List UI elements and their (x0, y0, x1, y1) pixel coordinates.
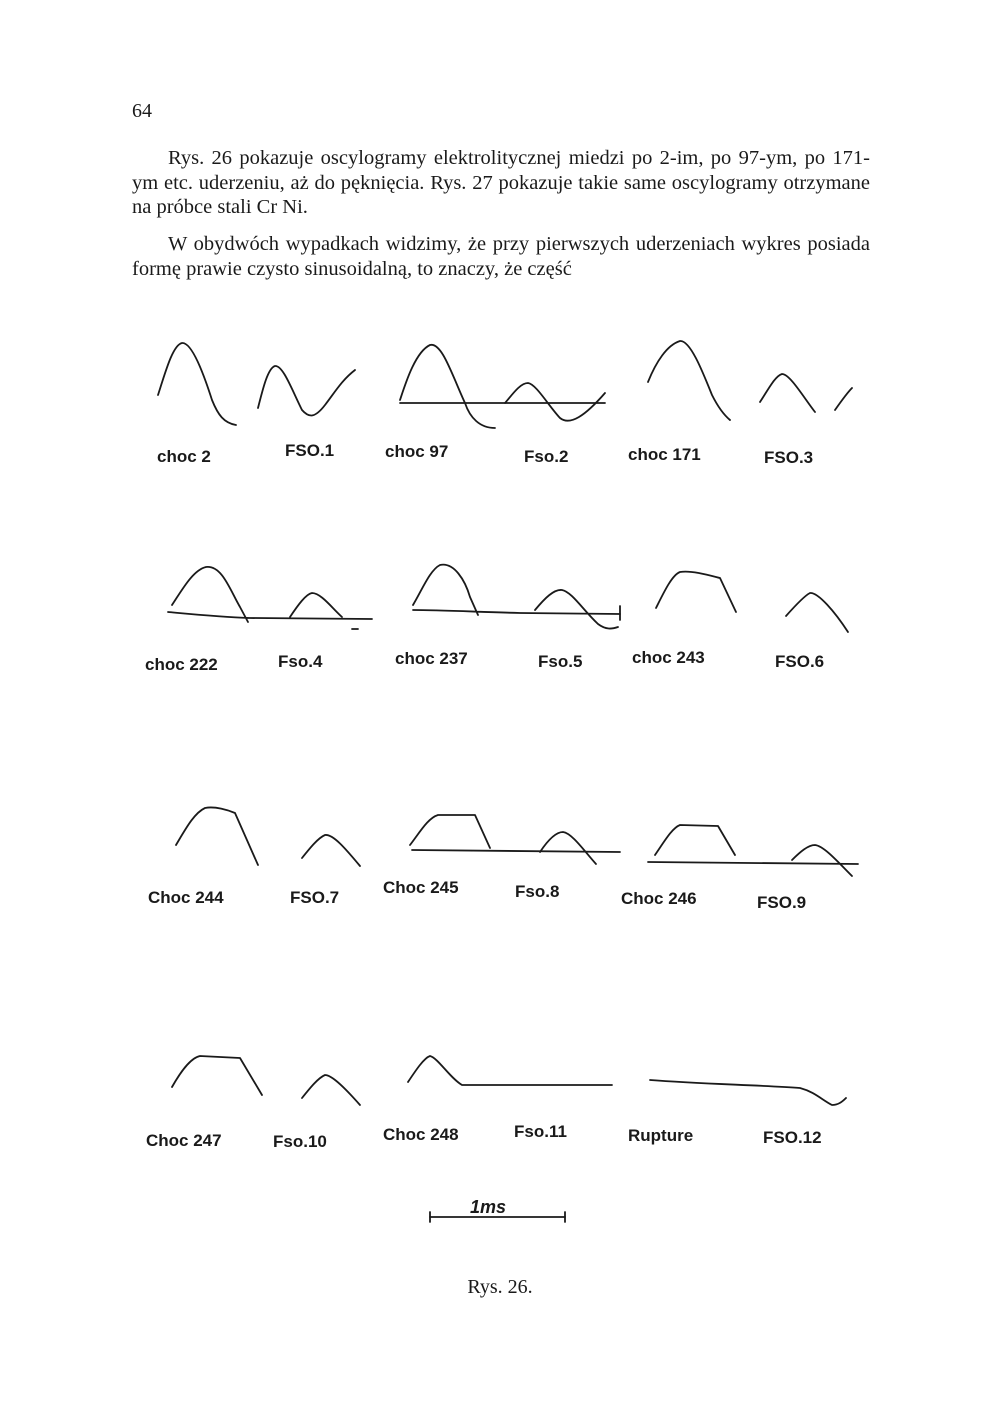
page-number: 64 (132, 100, 152, 122)
label-fso-10: Fso.10 (273, 1132, 327, 1151)
scale-bar-label: 1ms (470, 1197, 507, 1217)
trace-fso-9 (792, 845, 852, 876)
trace-choc-2 (158, 343, 236, 425)
label-choc-97: choc 97 (385, 442, 449, 461)
trace-choc-247 (172, 1056, 262, 1095)
oscillogram-labels (145, 441, 824, 1151)
trace-fso-7 (302, 835, 360, 866)
trace-choc-245 (410, 815, 620, 852)
trace-choc-237 (413, 565, 620, 615)
trace-choc-243 (656, 572, 736, 612)
label-choc-222: choc 222 (145, 655, 218, 674)
trace-fso-10 (302, 1075, 360, 1105)
label-fso-8: Fso.8 (515, 882, 560, 901)
trace-choc-248 (408, 1056, 612, 1085)
trace-fso-2 (505, 383, 605, 421)
trace-fso-1 (258, 366, 355, 416)
trace-fso-6 (786, 593, 848, 632)
trace-choc-171 (648, 341, 730, 420)
oscillogram-row-3 (176, 807, 858, 876)
label-fso-6: FSO.6 (775, 652, 825, 671)
label-choc-245: Choc 245 (383, 878, 459, 897)
label-choc-2: choc 2 (157, 447, 211, 466)
trace-rupture (650, 1080, 846, 1105)
label-rupture: Rupture (628, 1126, 694, 1145)
trace-fso-5 (535, 590, 620, 629)
figure-caption: Rys. 26. (467, 1276, 533, 1298)
scale-bar (430, 1197, 565, 1222)
label-fso-7: FSO.7 (290, 888, 340, 907)
trace-fso-4 (290, 593, 358, 629)
label-fso-1: FSO.1 (285, 441, 335, 460)
label-choc-246: Choc 246 (621, 889, 697, 908)
trace-choc-97 (400, 345, 605, 428)
trace-fso-8 (540, 832, 596, 864)
oscillogram-row-4 (172, 1056, 846, 1105)
paragraph-1: Rys. 26 pokazuje oscylogramy elektrolitycznej miedzi po 2-im, po 97-ym, po 171-ym etc. uderzeniu, aż do pęknięcia. Rys. 27 pokazuje takie same oscylogramy otrzymane na próbce stali Cr Ni. (132, 147, 870, 218)
trace-choc-244 (176, 807, 258, 865)
oscillogram-row-1 (158, 341, 852, 428)
label-choc-248: Choc 248 (383, 1125, 459, 1144)
trace-fso-3 (760, 374, 852, 412)
label-choc-237: choc 237 (395, 649, 468, 668)
label-fso-9: FSO.9 (757, 893, 807, 912)
trace-choc-222 (168, 567, 372, 622)
label-choc-247: Choc 247 (146, 1131, 222, 1150)
label-choc-243: choc 243 (632, 648, 705, 667)
label-choc-171: choc 171 (628, 445, 701, 464)
paragraph-2: W obydwóch wypadkach widzimy, że przy pierwszych uderzeniach wykres posiada formę prawie czysto sinusoidalną, to znaczy, że część (132, 233, 870, 280)
trace-choc-246 (648, 825, 858, 864)
label-fso-2: Fso.2 (524, 447, 569, 466)
oscillogram-row-2 (168, 565, 848, 632)
label-choc-244: Choc 244 (148, 888, 224, 907)
label-fso-12: FSO.12 (763, 1128, 822, 1147)
label-fso-5: Fso.5 (538, 652, 583, 671)
label-fso-3: FSO.3 (764, 448, 814, 467)
label-fso-4: Fso.4 (278, 652, 323, 671)
label-fso-11: Fso.11 (514, 1122, 567, 1141)
